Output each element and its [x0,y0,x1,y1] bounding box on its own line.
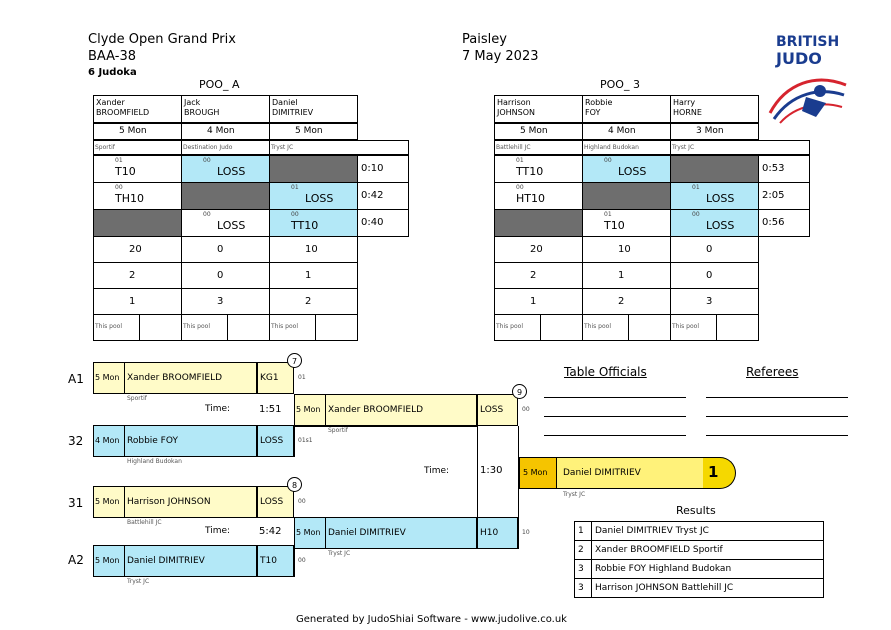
player-last-name: HORNE [673,108,702,117]
match-result: LOSS [217,165,246,178]
player-last-name: JOHNSON [497,108,536,117]
match-time: 1:51 [259,404,282,415]
entry-small-score: 10 [522,529,530,536]
entry-score: LOSS [480,405,504,415]
player-total_pts: 0 [706,244,713,255]
seed-label: 32 [68,434,84,448]
this-pool-label: This pool [271,323,298,330]
player-pos: 1 [530,296,537,307]
time-label: Time: [424,466,450,476]
player-total_wins: 2 [129,270,136,281]
player-total_wins: 0 [217,270,224,281]
pool-title: POO_ A [199,78,240,91]
final-grade: 5 Mon [523,468,548,477]
entry-small-score: 00 [298,557,306,564]
entry-grade: 5 Mon [95,556,120,565]
match-result: T10 [115,165,136,178]
entry-score: LOSS [260,436,284,446]
match-result: TH10 [115,192,144,205]
category: BAA-38 [88,49,137,64]
player-grade: 4 Mon [207,126,235,136]
entry-name: Daniel DIMITRIEV [127,556,205,566]
entry-grade: 5 Mon [95,497,120,506]
match-cell [181,182,270,210]
result-text: Robbie FOY Highland Budokan [592,560,824,579]
total-cell [93,262,182,289]
logo-text-2: JUDO [776,49,822,68]
entry-club: Tryst JC [328,550,351,557]
player-total_wins: 0 [706,270,713,281]
entry-grade: 5 Mon [296,405,321,414]
seed-label: A1 [68,372,84,386]
referee-line [706,435,848,436]
player-grade: 5 Mon [295,126,323,136]
entry-small-score: 00 [522,406,530,413]
seed-label: 31 [68,496,84,510]
final-place: 1 [708,463,719,481]
match-number: 7 [287,353,302,368]
match-time: 2:05 [762,190,785,201]
footer-credit: Generated by JudoShiai Software - www.judolive.co.uk [296,614,567,625]
official-line [544,435,686,436]
entry-score: KG1 [260,373,279,383]
match-number: 9 [512,384,527,399]
player-pos: 2 [305,296,312,307]
result-row [575,560,824,579]
entry-club: Sportif [127,395,147,402]
match-small-score: 01 [692,184,700,191]
match-time: 0:56 [762,217,785,228]
player-grade: 5 Mon [520,126,548,136]
entry-grade: 5 Mon [95,373,120,382]
player-grade: 4 Mon [608,126,636,136]
entry-grade: 4 Mon [95,436,120,445]
result-row [575,579,824,598]
result-text: Harrison JOHNSON Battlehill JC [592,579,824,598]
match-cell [269,155,358,183]
entry-grade: 5 Mon [296,528,321,537]
match-time: 0:42 [361,190,384,201]
entry-name: Robbie FOY [127,436,178,446]
match-result: TT10 [291,219,319,232]
match-small-score: 00 [516,184,524,191]
total-cell [269,288,358,315]
entry-small-score: 00 [298,498,306,505]
player-club: Tryst JC [271,144,294,151]
match-cell [494,209,583,237]
player-first-name: Xander [96,98,125,107]
pool-title: POO_ 3 [600,78,640,91]
match-result: LOSS [217,219,246,232]
results-title: Results [676,504,716,517]
match-cell [93,155,182,183]
match-time: 5:42 [259,526,282,537]
match-time: 0:53 [762,163,785,174]
player-club: Highland Budokan [584,144,639,151]
this-pool-label: This pool [672,323,699,330]
player-pos: 2 [618,296,625,307]
entry-score: LOSS [260,497,284,507]
player-first-name: Harry [673,98,696,107]
player-first-name: Jack [184,98,201,107]
match-time: 0:40 [361,217,384,228]
result-text: Daniel DIMITRIEV Tryst JC [592,522,824,541]
this-pool-label: This pool [496,323,523,330]
player-total_wins: 1 [305,270,312,281]
match-cell [582,209,671,237]
bracket-connector [477,426,478,517]
player-total_wins: 2 [530,270,537,281]
player-club: Destination Judo [183,144,233,151]
total-cell [670,288,759,315]
match-small-score: 00 [692,211,700,218]
match-cell [582,182,671,210]
pool-pts-divider [315,314,316,341]
match-result: LOSS [706,219,735,232]
entry-name: Xander BROOMFIELD [127,373,223,383]
player-first-name: Harrison [497,98,531,107]
match-cell [93,209,182,237]
entry-small-score: 01 [298,374,306,381]
player-total_pts: 0 [217,244,224,255]
official-line [544,397,686,398]
final-name: Daniel DIMITRIEV [563,468,641,478]
time-header-cell [758,140,810,155]
entry-club: Highland Budokan [127,458,182,465]
british-judo-logo [762,33,852,128]
player-total_pts: 10 [618,244,631,255]
match-small-score: 00 [291,211,299,218]
entry-name: Harrison JOHNSON [127,497,211,507]
total-cell [670,236,759,263]
match-result: LOSS [618,165,647,178]
match-small-score: 00 [115,184,123,191]
player-pos: 3 [706,296,713,307]
total-cell [670,262,759,289]
result-row [575,541,824,560]
entry-score: H10 [480,528,499,538]
bracket-connector [294,426,478,427]
player-last-name: BROUGH [184,108,220,117]
entry-club: Battlehill JC [127,519,162,526]
this-pool-label: This pool [183,323,210,330]
entry-name: Xander BROOMFIELD [328,405,424,415]
total-cell [181,262,270,289]
match-small-score: 00 [203,211,211,218]
pool-pts-divider [716,314,717,341]
total-cell [181,236,270,263]
results-table [574,521,824,598]
entry-club: Sportif [328,427,348,434]
match-result: HT10 [516,192,545,205]
time-label: Time: [205,404,231,414]
player-grade: 5 Mon [119,126,147,136]
total-cell [494,262,583,289]
player-total_pts: 10 [305,244,318,255]
match-cell [670,155,759,183]
result-place: 1 [575,522,592,541]
referee-line [706,397,848,398]
match-result: TT10 [516,165,544,178]
pool-pts-divider [139,314,140,341]
match-small-score: 01 [291,184,299,191]
match-small-score: 00 [604,157,612,164]
player-last-name: DIMITRIEV [272,108,314,117]
player-grade: 3 Mon [696,126,724,136]
match-result: LOSS [706,192,735,205]
entry-score: T10 [260,556,277,566]
player-total_pts: 20 [129,244,142,255]
player-pos: 3 [217,296,224,307]
total-cell [269,262,358,289]
player-club: Sportif [95,144,115,151]
location: Paisley [462,32,507,47]
match-result: T10 [604,219,625,232]
player-club: Battlehill JC [496,144,531,151]
total-cell [181,288,270,315]
pool-pts-divider [540,314,541,341]
player-first-name: Robbie [585,98,613,107]
result-place: 3 [575,560,592,579]
player-club: Tryst JC [672,144,695,151]
player-last-name: BROOMFIELD [96,108,150,117]
entry-small-score: 01s1 [298,437,313,444]
entry-club: Tryst JC [127,578,150,585]
result-row [575,522,824,541]
match-time: 0:10 [361,163,384,174]
match-small-score: 01 [516,157,524,164]
this-pool-label: This pool [95,323,122,330]
match-small-score: 00 [203,157,211,164]
seed-label: A2 [68,553,84,567]
result-place: 2 [575,541,592,560]
pool-pts-divider [227,314,228,341]
result-place: 3 [575,579,592,598]
time-label: Time: [205,526,231,536]
match-small-score: 01 [115,157,123,164]
player-first-name: Daniel [272,98,298,107]
match-small-score: 01 [604,211,612,218]
date: 7 May 2023 [462,49,539,64]
official-line [544,416,686,417]
referee-line [706,416,848,417]
judoka-emblem-icon [766,73,850,125]
player-last-name: FOY [585,108,601,117]
match-number: 8 [287,477,302,492]
match-result: LOSS [305,192,334,205]
total-cell [93,288,182,315]
result-text: Xander BROOMFIELD Sportif [592,541,824,560]
match-time: 1:30 [480,465,503,476]
referees-heading: Referees [746,365,799,379]
player-pos: 1 [129,296,136,307]
player-total_pts: 20 [530,244,543,255]
table-officials-heading: Table Officials [564,365,647,379]
judoka-count: 6 Judoka [88,67,137,78]
total-cell [494,288,583,315]
player-total_wins: 1 [618,270,625,281]
final-club: Tryst JC [563,491,586,498]
time-header-cell [357,140,409,155]
total-cell [582,288,671,315]
tournament-title: Clyde Open Grand Prix [88,32,236,47]
entry-name: Daniel DIMITRIEV [328,528,406,538]
total-cell [582,262,671,289]
this-pool-label: This pool [584,323,611,330]
pool-pts-divider [628,314,629,341]
logo-text-1: BRITISH [776,34,840,50]
